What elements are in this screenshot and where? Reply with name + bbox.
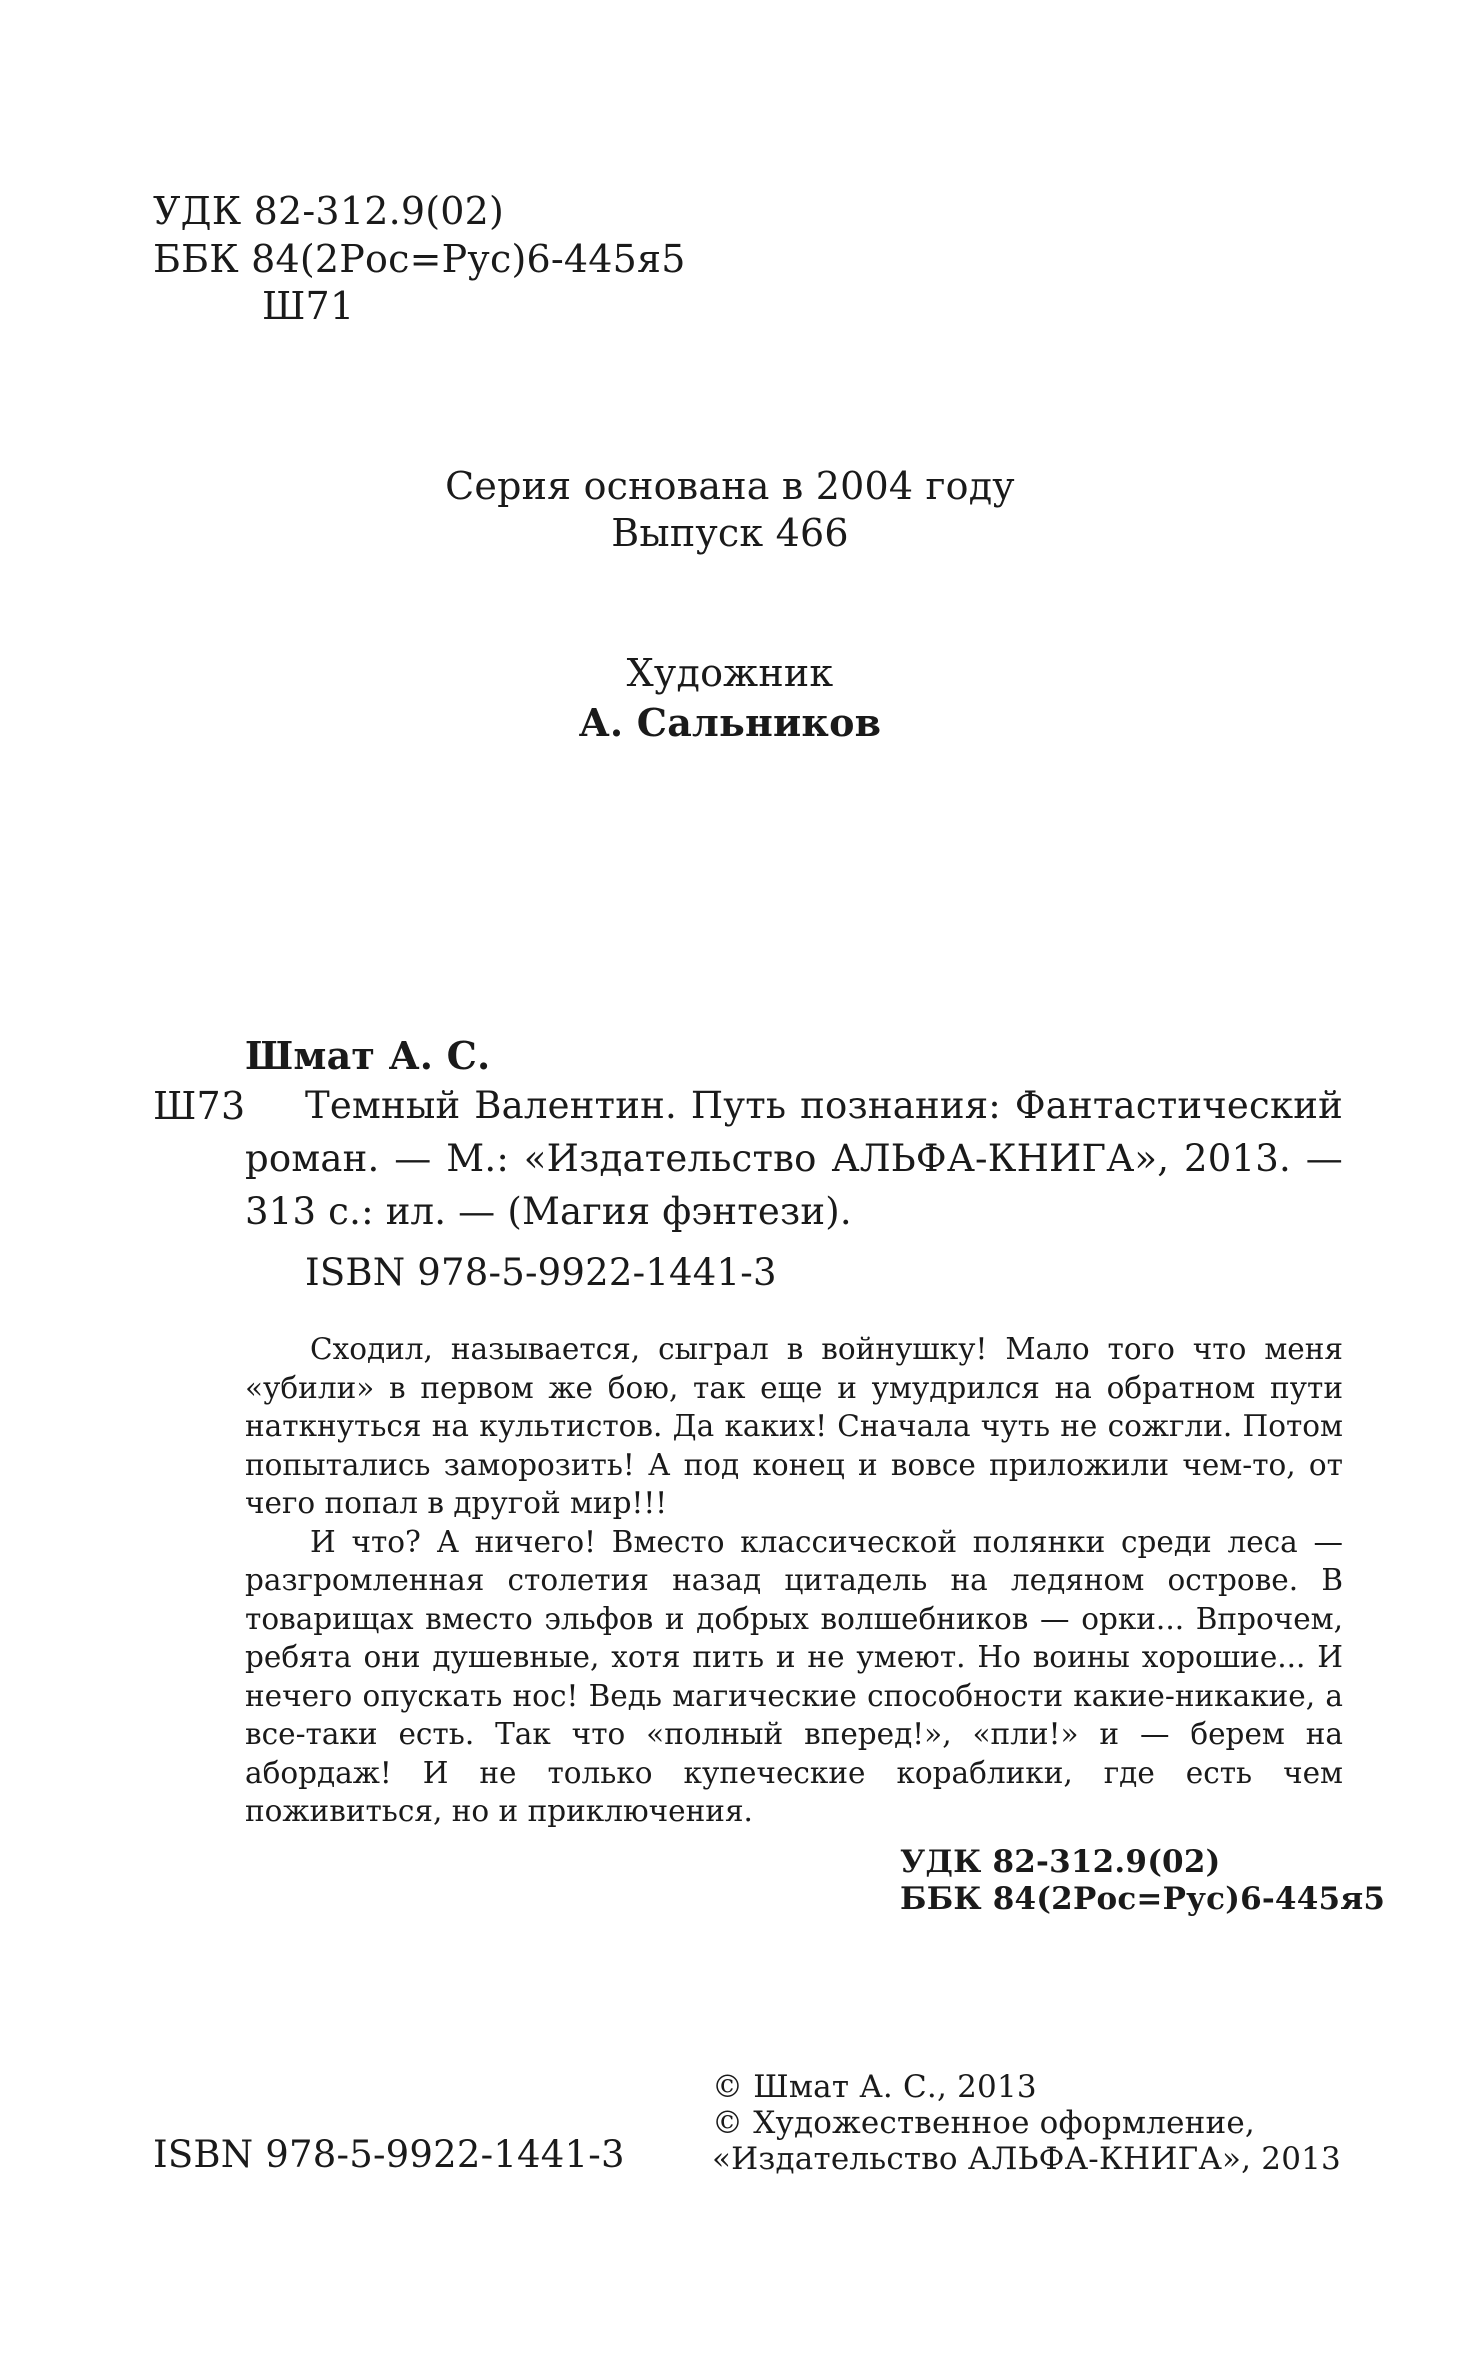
series-founded: Серия основана в 2004 году xyxy=(445,464,1015,508)
annotation-paragraph-1: Сходил, называется, сыграл в войнушку! Мало того что меня «убили» в первом же бою, так еще и умудрился на обратном пути наткнуться на культистов. Да каких! Сначала чуть не сожгли. Потом попытались заморозить! А под конец и вовсе приложили чем-то, от чего попал в другой мир!!! xyxy=(245,1332,1343,1520)
bib-mark: Ш73 xyxy=(153,1084,246,1128)
artist-label: Художник xyxy=(626,651,834,695)
author-mark: Ш71 xyxy=(262,284,355,328)
annotation-paragraph-2: И что? А ничего! Вместо классической полянки среди леса — разгромленная столетия назад цитадель на ледяном острове. В товарищах вместо эльфов и добрых волшебников — орки... Впрочем, ребята они душевные, хотя пить и не умеют. Но воины хорошие... И нечего опускать нос! Ведь магические способности какие-никакие, а все-таки есть. Так что «полный вперед!», «пли!» и — берем на абордаж! И не только купеческие кораблики, где есть чем поживиться, но и приключения. xyxy=(245,1524,1343,1828)
bib-title-line1: Темный Валентин. Путь познания: Фантастический xyxy=(305,1084,1343,1127)
bbk-code: ББК 84(2Рос=Рус)6-445я5 xyxy=(153,237,686,281)
series-issue: Выпуск 466 xyxy=(611,511,849,555)
copyright-author: © Шмат А. С., 2013 xyxy=(712,2069,1037,2105)
artist-name: А. Сальников xyxy=(578,700,882,745)
copyright-design: © Художественное оформление, xyxy=(712,2105,1255,2141)
udk-code: УДК 82-312.9(02) xyxy=(153,189,505,233)
bib-isbn: ISBN 978-5-9922-1441-3 xyxy=(305,1251,777,1294)
footer-isbn: ISBN 978-5-9922-1441-3 xyxy=(153,2133,625,2176)
bib-title-line3: 313 с.: ил. — (Магия фэнтези). xyxy=(245,1190,852,1233)
copyright-publisher: «Издательство АЛЬФА-КНИГА», 2013 xyxy=(712,2141,1341,2177)
bib-title-line2: роман. — М.: «Издательство АЛЬФА-КНИГА», 2013. — xyxy=(245,1137,1343,1180)
bottom-udk-code: УДК 82-312.9(02) xyxy=(900,1844,1221,1880)
annotation xyxy=(245,1330,1343,1831)
bottom-bbk-code: ББК 84(2Рос=Рус)6-445я5 xyxy=(900,1881,1386,1917)
bib-author: Шмат А. С. xyxy=(245,1033,491,1078)
